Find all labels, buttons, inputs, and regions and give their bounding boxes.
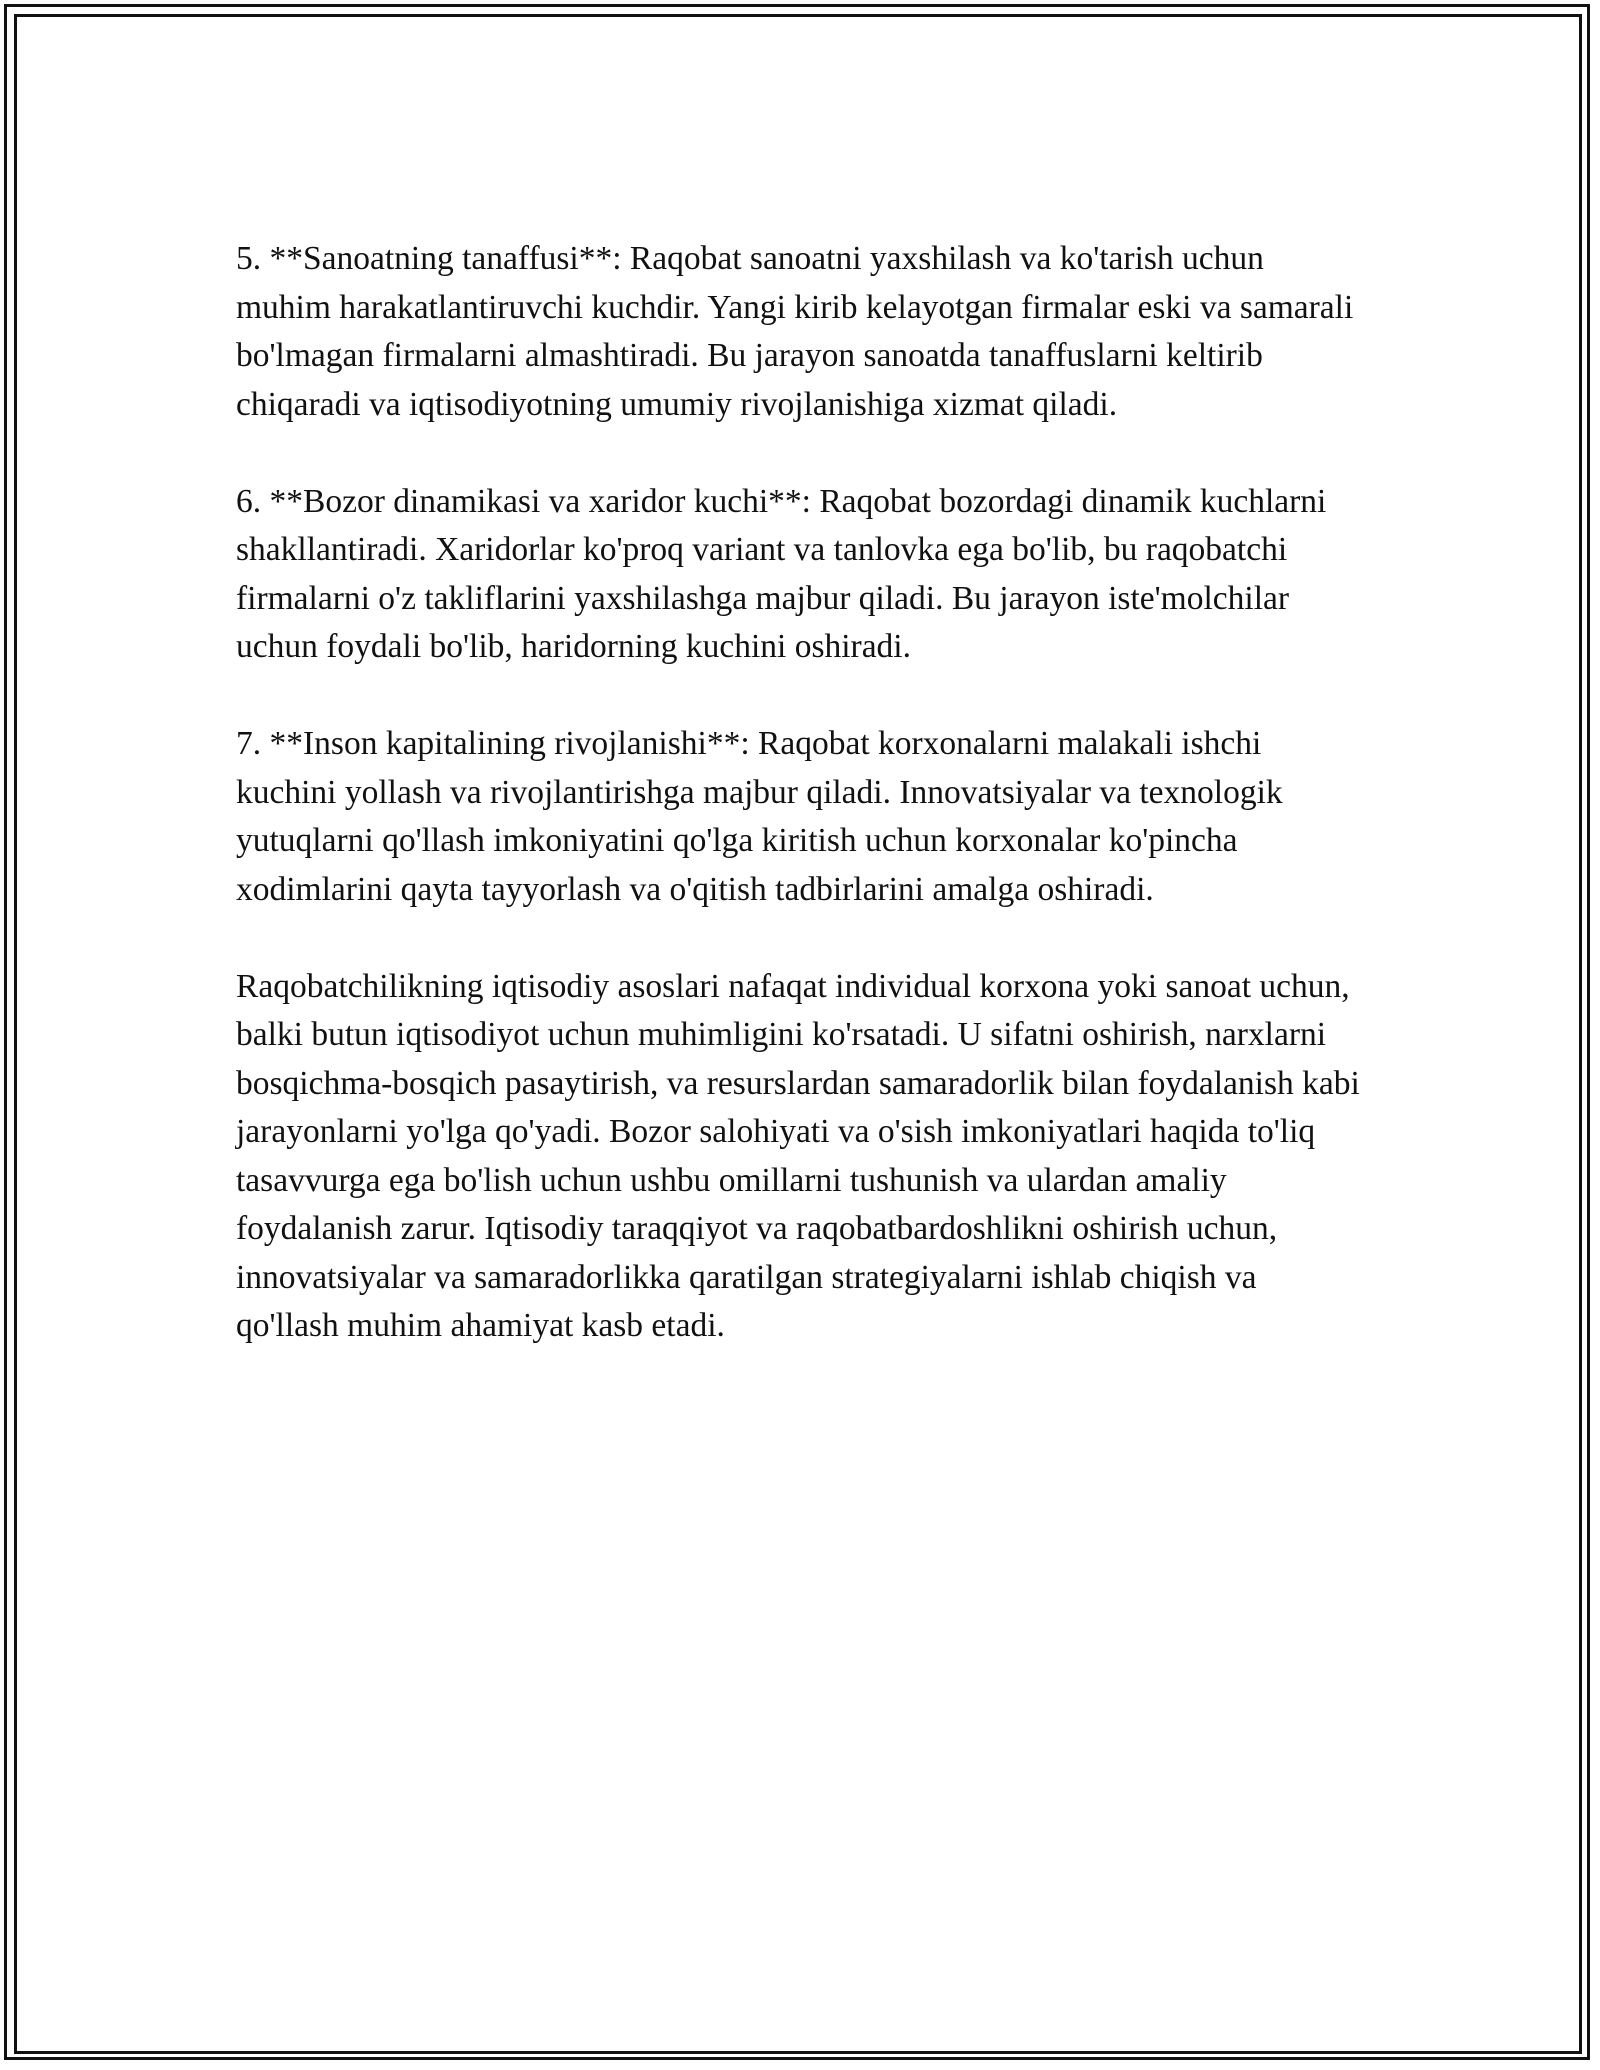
paragraph-bozor-dinamikasi: 6. **Bozor dinamikasi va xaridor kuchi**: Raqobat bozordagi dinamik kuchlarni shakllantiradi. Xaridorlar ko'proq variant va tanlovka ega bo'lib, bu raqobatchi firmalarni o'z takliflarini yaxshilashga majbur qiladi. Bu jarayon iste'molchilar uchun foydali bo'lib, haridorning kuchini oshiradi. [236,482,1327,665]
document-body [236,235,1366,1351]
paragraph-inson-kapitali: 7. **Inson kapitalining rivojlanishi**: Raqobat korxonalarni malakali ishchi kuchini yollash va rivojlantirishga majbur qiladi. Innovatsiyalar va texnologik yutuqlarni qo'llash imkoniyatini qo'lga kiritish uchun korxonalar ko'pincha xodimlarini qayta tayyorlash va o'qitish tadbirlarini amalga oshiradi. [236,725,1283,908]
paragraph-conclusion: Raqobatchilikning iqtisodiy asoslari nafaqat individual korxona yoki sanoat uchun, balki butun iqtisodiyot uchun muhimligini ko'rsatadi. U sifatni oshirish, narxlarni bosqichma-bosqich pasaytirish, va resurslardan samaradorlik bilan foydalanish kabi jarayonlarni yo'lga qo'yadi. Bozor salohiyati va o'sish imkoniyatlari haqida to'liq tasavvurga ega bo'lish uchun ushbu omillarni tushunish va ulardan amaliy foydalanish zarur. Iqtisodiy taraqqiyot va raqobatbardoshlikni oshirish uchun, innovatsiyalar va samaradorlikka qaratilgan strategiyalarni ishlab chiqish va qo'llash muhim ahamiyat kasb etadi. [236,967,1360,1344]
paragraph-sanoatning-tanaffusi: 5. **Sanoatning tanaffusi**: Raqobat sanoatni yaxshilash va ko'tarish uchun muhim harakatlantiruvchi kuchdir. Yangi kirib kelayotgan firmalar eski va samarali bo'lmagan firmalarni almashtiradi. Bu jarayon sanoatda tanaffuslarni keltirib chiqaradi va iqtisodiyotning umumiy rivojlanishiga xizmat qiladi. [236,240,1354,423]
